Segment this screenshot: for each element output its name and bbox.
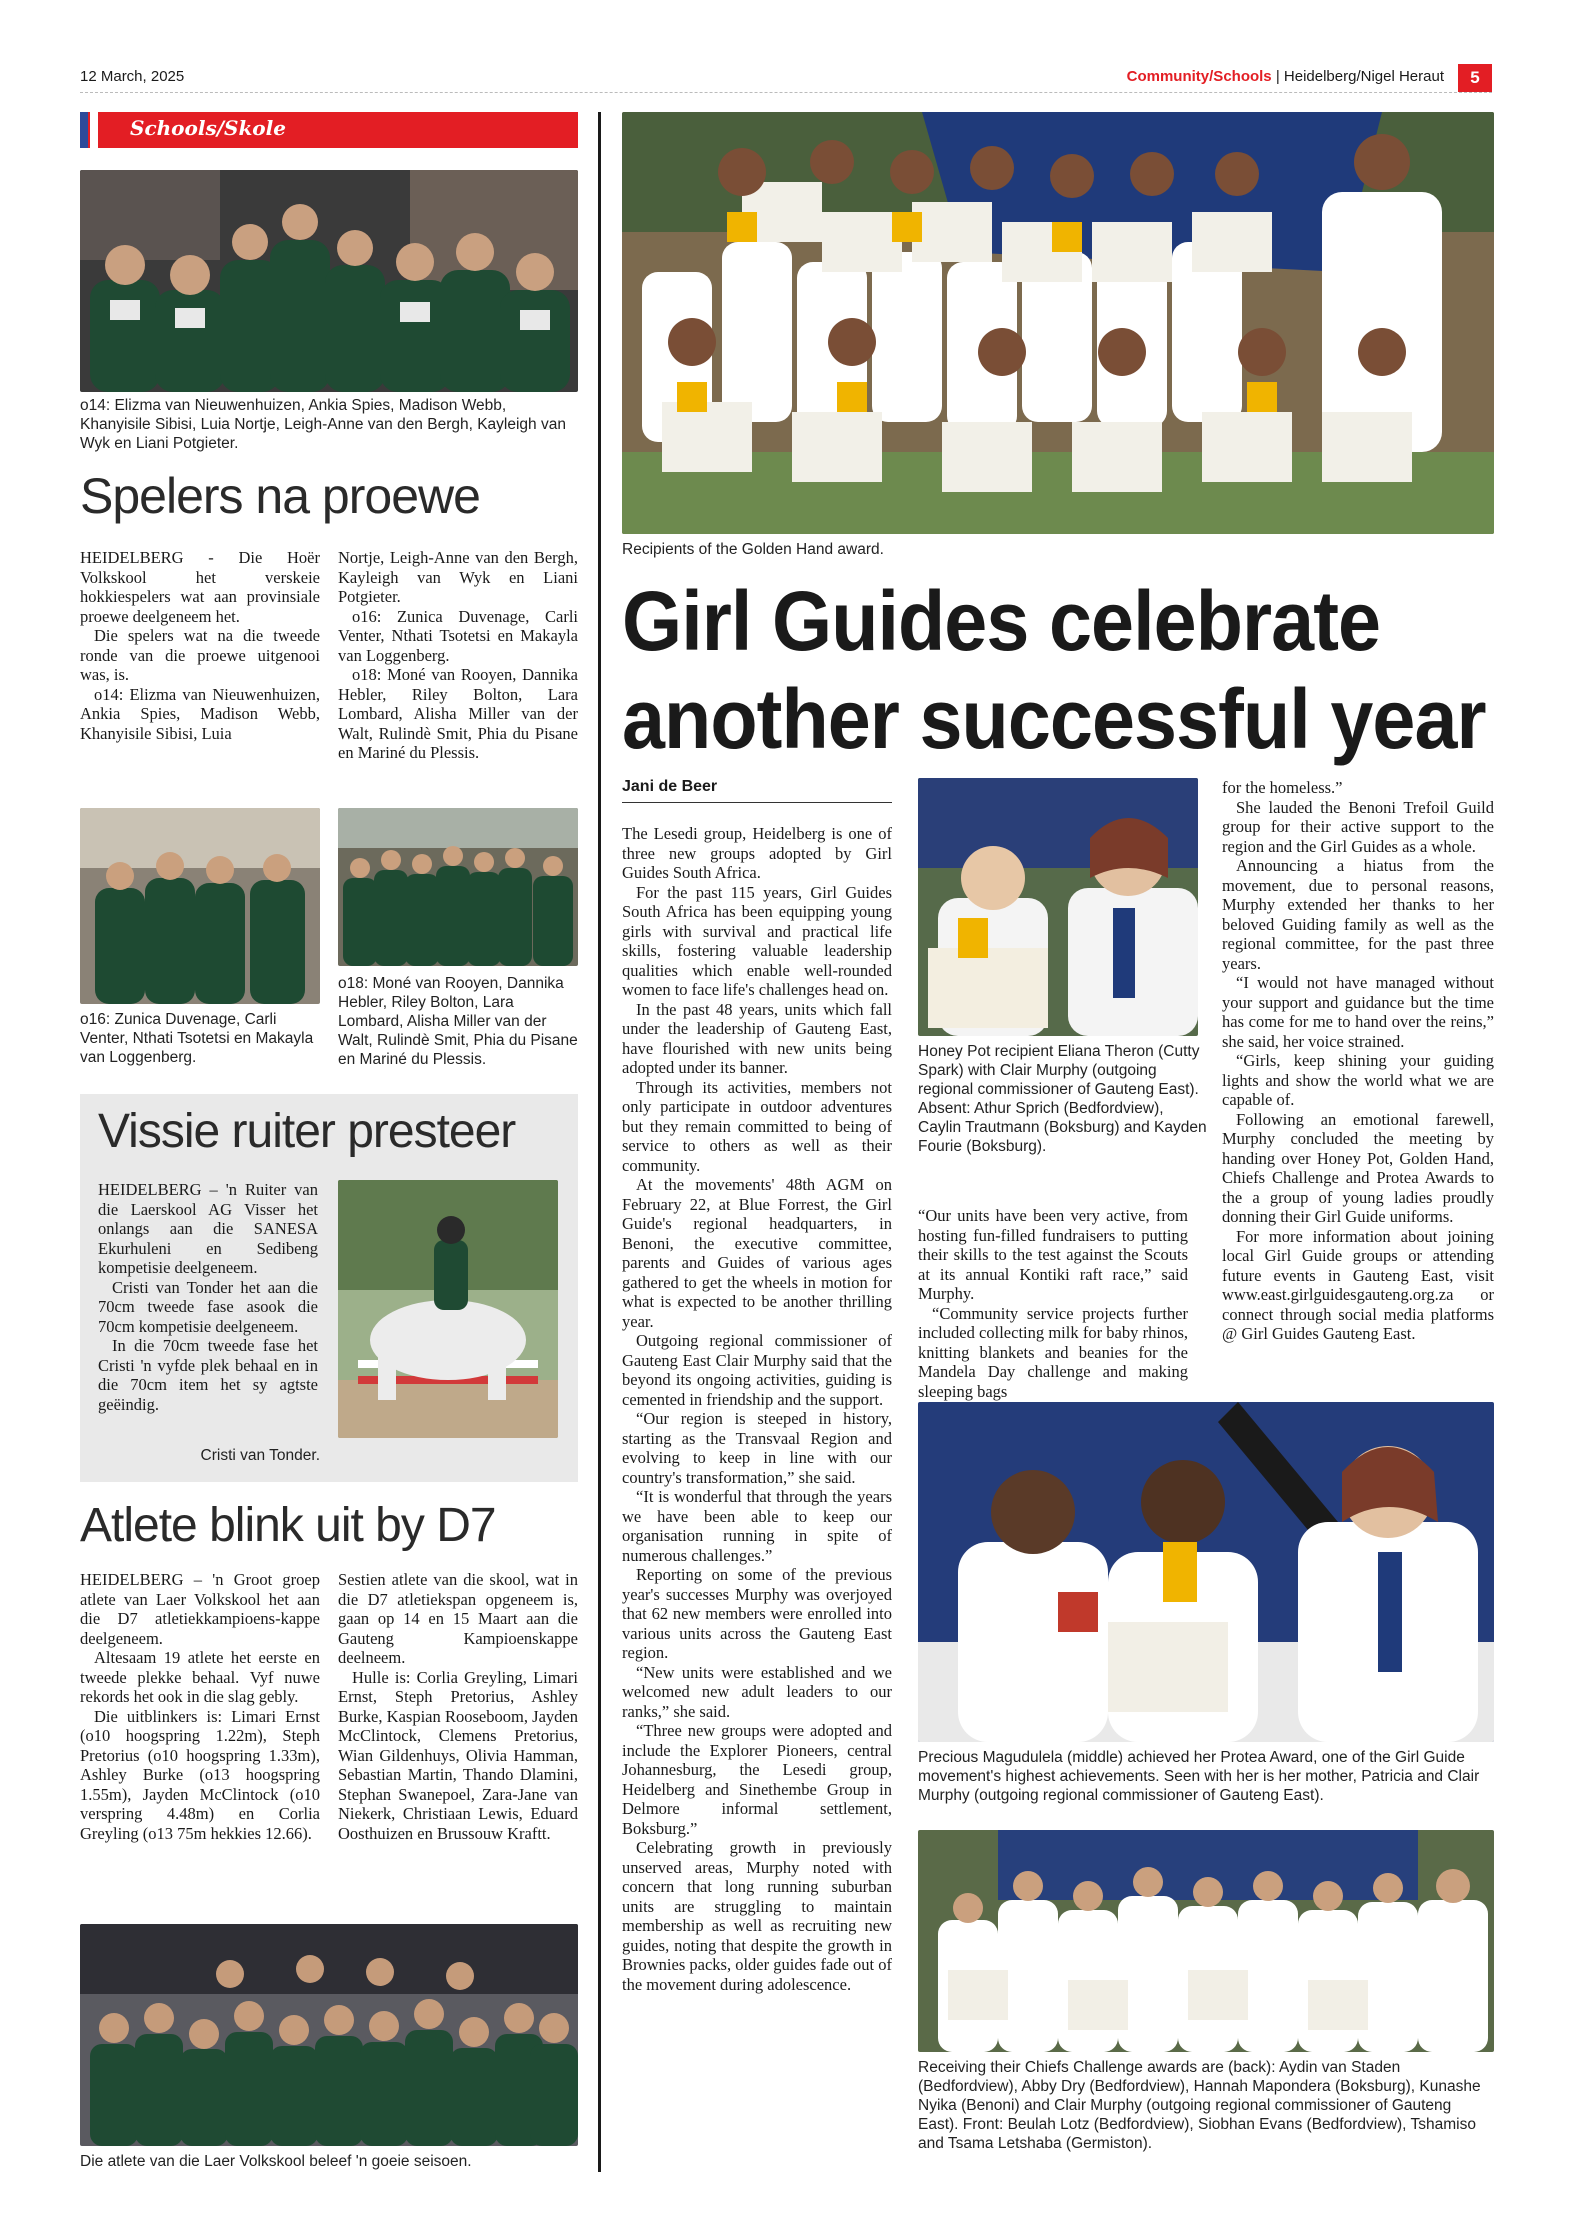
section-bar	[80, 112, 578, 148]
guides-col1-paragraph: “Three new groups were adopted and include the Explorer Pioneers, central Johannesburg, the Lesedi group, Heidelberg and Sinethembe Group in Delmore informal settlement, Boksburg.”	[622, 1721, 892, 1838]
athletes-p3: Die uitblinkers is: Limari Ernst (o10 hoogspring 1.22m), Steph Pretorius (o10 hoogspring 1.33m), Ashley Burke (o13 hoogspring 1.55m), Jayden McClintock (o10 verspring 4.48m) en Corlia Greyling (o13 75m hekkies 12.66).	[80, 1706, 320, 1843]
guides-col1-paragraph: Reporting on some of the previous year's successes Murphy was overjoyed that 62 new members were enrolled into various units across the Gauteng East region.	[622, 1565, 892, 1662]
hockey-o14-caption: o14: Elizma van Nieuwenhuizen, Ankia Spies, Madison Webb, Khanyisile Sibisi, Luia Nortje, Leigh-Anne van den Bergh, Kayleigh van Wyk en Liani Potgieter.	[80, 397, 566, 452]
hockey-o16-photo	[80, 808, 320, 1004]
guides-headline-line1: Girl Guides celebrate	[622, 574, 1381, 668]
athletes-p2: Altesaam 19 atlete het eerste en tweede plekke behaal. Vyf nuwe rekords het ook in die slag gebly.	[80, 1648, 320, 1706]
section-name: Community/Schools	[1126, 68, 1272, 85]
guides-col1-paragraph: The Lesedi group, Heidelberg is one of three new groups adopted by Girl Guides South Africa.	[622, 824, 892, 882]
guides-col3-paragraph: Following an emotional farewell, Murphy concluded the meeting by handing over Honey Pot, Golden Hand, Chiefs Challenge and Protea Awards to the a group of young ladies proudly donning their Girl Guide uniforms.	[1222, 1109, 1494, 1226]
publication-name: Heidelberg/Nigel Heraut	[1283, 68, 1444, 85]
guides-col3-paragraph: Announcing a hiatus from the movement, due to personal reasons, Murphy extended her thanks to her beloved Guiding family as well as the regional committee, for the past three years.	[1222, 856, 1494, 973]
header-divider	[80, 92, 1492, 93]
athletes-p4: Sestien atlete van die skool, wat in die D7 atletiekspan opgeneem is, gaan op 14 en 15 Maart aan die Gauteng Kampioenskappe deelneem.	[338, 1570, 578, 1667]
athletes-photo	[80, 1924, 578, 2146]
hockey-o16-caption: o16: Zunica Duvenage, Carli Venter, Nthati Tsotetsi en Makayla van Loggenberg.	[80, 1011, 314, 1066]
page-number: 5	[1458, 64, 1492, 92]
hockey-o18-photo	[338, 808, 578, 966]
hockey-headline: Spelers na proewe	[80, 468, 480, 524]
chiefs-photo	[918, 1830, 1494, 2052]
protea-caption: Precious Magudulela (middle) achieved her Protea Award, one of the Girl Guide movement's highest achievements. Seen with her is her mother, Patricia and Clair Murphy (outgoing regional commissioner of Gauteng East).	[918, 1749, 1480, 1804]
rider-p3: In die 70cm tweede fase het Cristi 'n vyfde plek behaal en in die 70cm item het sy agtste geëindig.	[98, 1336, 318, 1414]
honeypot-caption: Honey Pot recipient Eliana Theron (Cutty Spark) with Clair Murphy (outgoing regional commissioner of Gauteng East). Absent: Athur Sprich (Bedfordview), Caylin Trautmann (Boksburg) and Kayden Fourie (Boksburg).	[918, 1043, 1207, 1155]
section-stripe-red	[100, 112, 108, 148]
rider-article	[98, 1180, 318, 1414]
hockey-article-col1	[80, 548, 320, 743]
guides-col2-paragraph: “Our units have been very active, from hosting fun-filled fundraisers to putting their skills to the test against the Scouts at its annual Kontiki raft race,” said Murphy.	[918, 1206, 1188, 1303]
hockey-p2: Die spelers wat na die tweede ronde van die proewe uitgenooi was, is.	[80, 626, 320, 684]
honeypot-photo	[918, 778, 1198, 1036]
hockey-p5: o16: Zunica Duvenage, Carli Venter, Nthati Tsotetsi en Makayla van Loggenberg.	[338, 606, 578, 665]
athletes-p1: HEIDELBERG – 'n Groot groep atlete van Laer Volkskool het aan die D7 atletiekkampioens-kappe deelgeneem.	[80, 1570, 320, 1648]
chiefs-caption: Receiving their Chiefs Challenge awards are (back): Aydin van Staden (Bedfordview), Abby Dry (Bedfordview), Hannah Mapondera (Boksburg), Kunashe Nyika (Benoni) and Clair Murphy (outgoing regional commissioner of Gauteng East). Front: Beulah Lotz (Bedfordview), Siobhan Evans (Bedfordview), Tshamiso and Tsama Letshaba (Germiston).	[918, 2059, 1481, 2152]
athletes-headline: Atlete blink uit by D7	[80, 1499, 496, 1552]
guides-col1-paragraph: In the past 48 years, units which fall under the leadership of Gauteng East, have flourished with new units being adopted under its banner.	[622, 999, 892, 1077]
guides-col1-paragraph: At the movements' 48th AGM on February 22, at Blue Forrest, the Girl Guide's regional headquarters, in Benoni, the executive committee, parents and Guides of various ages gathered to get the wheels in motion for what is expected to be another thrilling year.	[622, 1175, 892, 1331]
athletes-col1	[80, 1570, 320, 1843]
section-stripe-blue	[80, 112, 88, 148]
guides-col1-paragraph: “Our region is steeped in history, starting as the Transvaal Region and evolving to keep in line with our country's transformation,” she said.	[622, 1409, 892, 1487]
hockey-p3: o14: Elizma van Nieuwenhuizen, Ankia Spies, Madison Webb, Khanyisile Sibisi, Luia	[80, 684, 320, 743]
rider-p1: HEIDELBERG – 'n Ruiter van die Laerskool AG Visser het onlangs aan die SANESA Ekurhuleni en Sedibeng kompetisie deelgeneem.	[98, 1180, 318, 1277]
hockey-p4: Nortje, Leigh-Anne van den Bergh, Kayleigh van Wyk en Liani Potgieter.	[338, 548, 578, 606]
guides-byline: Jani de Beer	[622, 778, 892, 803]
issue-date: 12 March, 2025	[80, 68, 185, 85]
guides-article-col2	[918, 1206, 1188, 1401]
hockey-o14-photo	[80, 170, 578, 392]
rider-photo	[338, 1180, 558, 1438]
guides-col2-paragraph: “Community service projects further included collecting milk for baby rhinos, knitting blankets and beanies for the Mandela Day challenge and making sleeping bags	[918, 1303, 1188, 1401]
athletes-p5: Hulle is: Corlia Greyling, Limari Ernst, Steph Pretorius, Ashley Burke, Kaspian Rooseboom, Jayden McClintock, Clemens Pretorius, Wian Gildenhuys, Olivia Hamman, Sebastian Martin, Thando Dlamini, Stephan Swanepoel, Zara-Jane van Niekerk, Christiaan Lewis, Eduard Oosthuizen en Brussouw Kraftt.	[338, 1667, 578, 1843]
rider-p2: Cristi van Tonder het aan die 70cm tweede fase asook die 70cm kompetisie deelgeneem.	[98, 1277, 318, 1336]
guides-col1-paragraph: Through its activities, members not only participate in outdoor adventures but they remain committed to being of service to others as well as their community.	[622, 1077, 892, 1175]
guides-col1-paragraph: For the past 115 years, Girl Guides South Africa has been equipping young girls with survival and practical life skills, fostering valuable leadership qualities which enable well-rounded women to face life's challenges head on.	[622, 882, 892, 999]
golden-hand-caption: Recipients of the Golden Hand award.	[622, 541, 884, 558]
hockey-o18-caption: o18: Moné van Rooyen, Dannika Hebler, Riley Bolton, Lara Lombard, Alisha Miller van der Walt, Rulindè Smit, Phia du Pisane en Mariné du Plessis.	[338, 975, 578, 1068]
golden-hand-photo	[622, 112, 1494, 534]
column-divider	[598, 112, 601, 2172]
rider-caption: Cristi van Tonder.	[200, 1447, 320, 1464]
guides-col3-paragraph: “Girls, keep shining your guiding lights and show the world what we are capable of.	[1222, 1051, 1494, 1109]
guides-col3-paragraph: for the homeless.”	[1222, 778, 1343, 797]
guides-headline-line2: another successful year	[622, 672, 1486, 766]
guides-col1-paragraph: Outgoing regional commissioner of Gauteng East Clair Murphy said that the beyond its ongoing activities, guiding is cemented in friendship and the support.	[622, 1331, 892, 1409]
athletes-caption: Die atlete van die Laer Volkskool beleef 'n goeie seisoen.	[80, 2153, 472, 2170]
hockey-p6: o18: Moné van Rooyen, Dannika Hebler, Riley Bolton, Lara Lombard, Alisha Miller van der Walt, Rulindè Smit, Phia du Pisane en Mariné du Plessis.	[338, 665, 578, 762]
hockey-p1: HEIDELBERG - Die Hoër Volkskool het verskeie hokkiespelers wat aan provinsiale proewe deelgeneem het.	[80, 548, 320, 626]
guides-col3-paragraph: She lauded the Benoni Trefoil Guild group for their active support to the region and the Girl Guides as a whole.	[1222, 797, 1494, 856]
header-separator: |	[1275, 68, 1280, 85]
guides-headline	[622, 572, 1486, 768]
guides-col1-paragraph: Celebrating growth in previously unserved areas, Murphy noted with concern that long running suburban units are struggling to maintain membership as well as recruiting new guides, noting that despite the growth in Brownies packs, older guides fade out of the movement during adolescence.	[622, 1838, 892, 1994]
guides-article-col3	[1222, 778, 1494, 1344]
guides-col1-paragraph: “New units were established and we welcomed new adult leaders to our ranks,” she said.	[622, 1662, 892, 1721]
section-stripe-white	[90, 112, 98, 148]
rider-headline: Vissie ruiter presteer	[98, 1105, 516, 1158]
guides-col1-paragraph: “It is wonderful that through the years we have been able to keep our organisation running in spite of numerous challenges.”	[622, 1487, 892, 1565]
section-label: Schools/Skole	[130, 116, 286, 140]
guides-col3-paragraph: “I would not have managed without your support and guidance but the time has come for me to hand over the reins,” she said, her voice strained.	[1222, 973, 1494, 1051]
page-header-right	[1127, 68, 1444, 85]
guides-article-col1	[622, 824, 892, 1994]
athletes-col2	[338, 1570, 578, 1843]
protea-photo	[918, 1402, 1494, 1742]
guides-col3-paragraph: For more information about joining local Girl Guide groups or attending future events in Gauteng East, visit www.east.girlguidesgauteng.org.za or connect through social media platforms @ Girl Guides Gauteng East.	[1222, 1226, 1494, 1343]
hockey-article-col2	[338, 548, 578, 763]
